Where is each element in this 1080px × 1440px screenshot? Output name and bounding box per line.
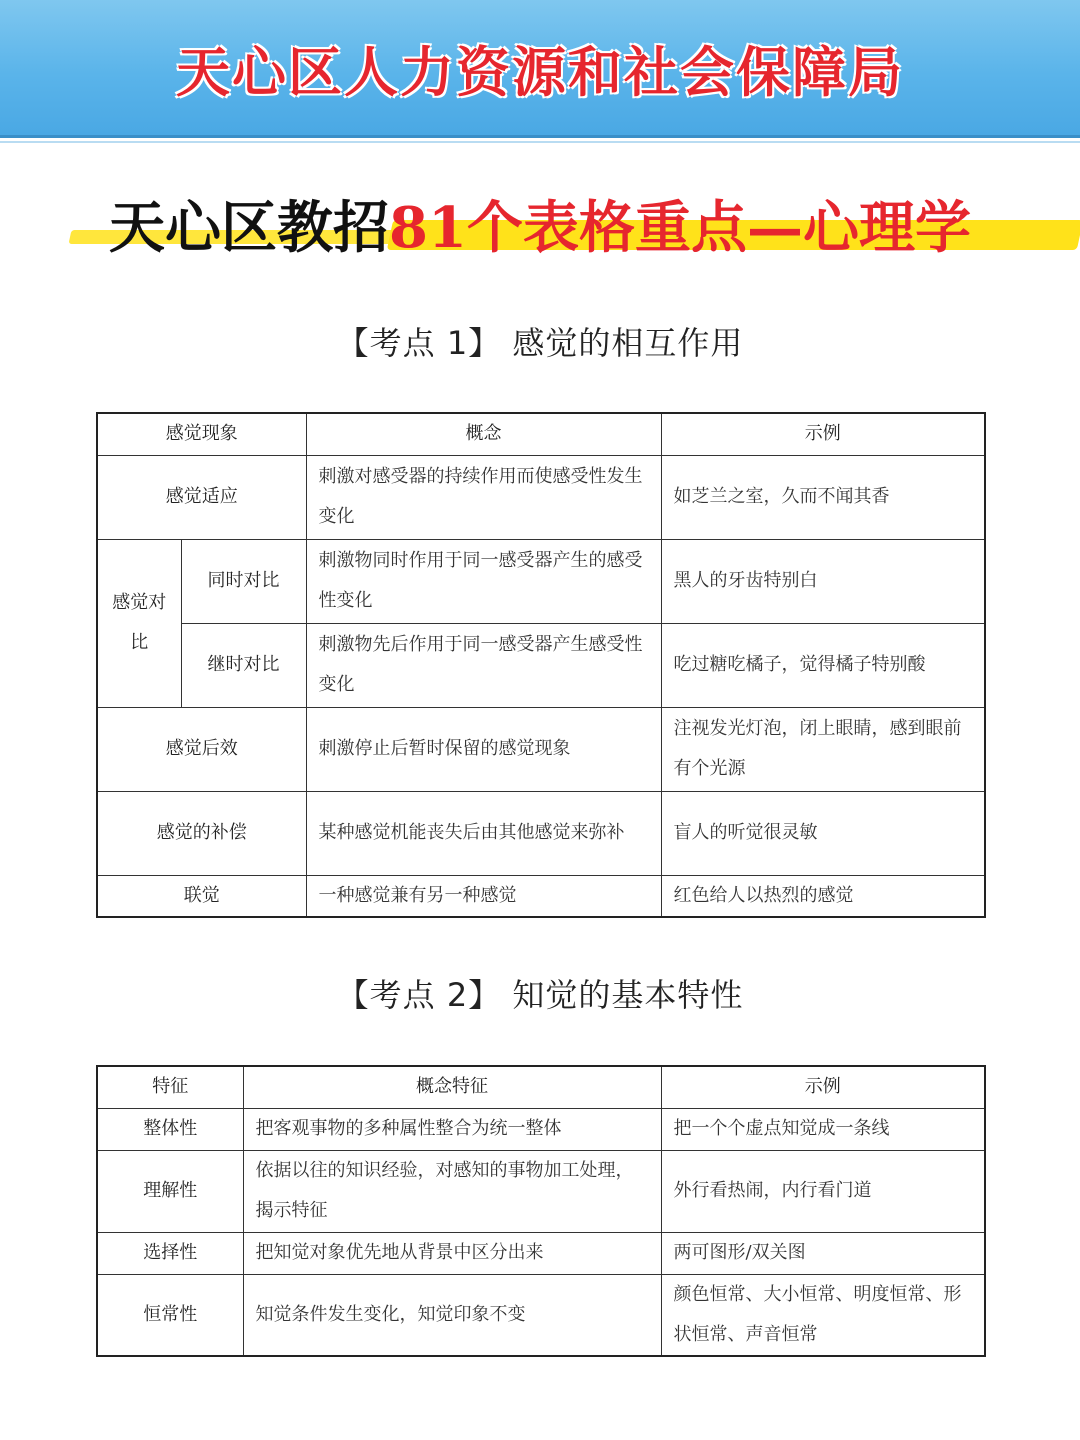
row-concept: 一种感觉兼有另一种感觉 [306, 875, 661, 917]
row-example: 把一个个虚点知觉成一条线 [661, 1108, 985, 1150]
row-concept: 把客观事物的多种属性整合为统一整体 [243, 1108, 661, 1150]
table-row [97, 455, 985, 539]
row-example: 盲人的听觉很灵敏 [661, 791, 985, 875]
headline-part2: 81个表格重点—心理学 [389, 195, 971, 261]
header-banner [0, 0, 1080, 138]
row-concept: 知觉条件发生变化，知觉印象不变 [243, 1274, 661, 1356]
row-example: 两可图形/双关图 [661, 1232, 985, 1274]
row-label: 同时对比 [181, 539, 306, 623]
row-label: 感觉后效 [97, 707, 306, 791]
banner-divider [0, 141, 1080, 143]
section1-title: 【考点 1】 感觉的相互作用 [336, 324, 744, 362]
headline [70, 178, 1010, 268]
header-concept: 概念特征 [243, 1066, 661, 1108]
table-row [97, 539, 985, 623]
sensation-table [96, 412, 986, 918]
row-concept: 刺激停止后暂时保留的感觉现象 [306, 707, 661, 791]
table-row [97, 791, 985, 875]
row-group-label: 感觉对比 [97, 539, 181, 707]
row-example: 红色给人以热烈的感觉 [661, 875, 985, 917]
table-header-row [97, 1066, 985, 1108]
header-concept: 概念 [306, 413, 661, 455]
headline-part1: 天心区教招 [109, 195, 390, 261]
row-example: 外行看热闹，内行看门道 [661, 1150, 985, 1232]
table-row [97, 623, 985, 707]
row-label: 理解性 [97, 1150, 243, 1232]
row-label: 联觉 [97, 875, 306, 917]
header-feature: 特征 [97, 1066, 243, 1108]
table-row [97, 707, 985, 791]
table-row [97, 875, 985, 917]
row-label: 选择性 [97, 1232, 243, 1274]
row-label: 整体性 [97, 1108, 243, 1150]
section2-title: 【考点 2】 知觉的基本特性 [336, 976, 744, 1014]
row-label: 恒常性 [97, 1274, 243, 1356]
row-concept: 刺激物同时作用于同一感受器产生的感受性变化 [306, 539, 661, 623]
table-row [97, 1274, 985, 1356]
row-label: 感觉适应 [97, 455, 306, 539]
header-example: 示例 [661, 413, 985, 455]
table-row [97, 1150, 985, 1232]
row-example: 注视发光灯泡，闭上眼睛，感到眼前有个光源 [661, 707, 985, 791]
row-concept: 某种感觉机能丧失后由其他感觉来弥补 [306, 791, 661, 875]
perception-table [96, 1065, 986, 1357]
row-label: 继时对比 [181, 623, 306, 707]
header-phenomenon: 感觉现象 [97, 413, 306, 455]
row-concept: 把知觉对象优先地从背景中区分出来 [243, 1232, 661, 1274]
row-example: 吃过糖吃橘子，觉得橘子特别酸 [661, 623, 985, 707]
banner-title: 天心区人力资源和社会保障局 [176, 41, 904, 104]
row-concept: 依据以往的知识经验，对感知的事物加工处理，揭示特征 [243, 1150, 661, 1232]
row-concept: 刺激物先后作用于同一感受器产生感受性变化 [306, 623, 661, 707]
table-row [97, 1108, 985, 1150]
row-example: 颜色恒常、大小恒常、明度恒常、形状恒常、声音恒常 [661, 1274, 985, 1356]
table-header-row [97, 413, 985, 455]
row-label: 感觉的补偿 [97, 791, 306, 875]
row-concept: 刺激对感受器的持续作用而使感受性发生变化 [306, 455, 661, 539]
table-row [97, 1232, 985, 1274]
header-example: 示例 [661, 1066, 985, 1108]
row-example: 如芝兰之室，久而不闻其香 [661, 455, 985, 539]
row-example: 黑人的牙齿特别白 [661, 539, 985, 623]
